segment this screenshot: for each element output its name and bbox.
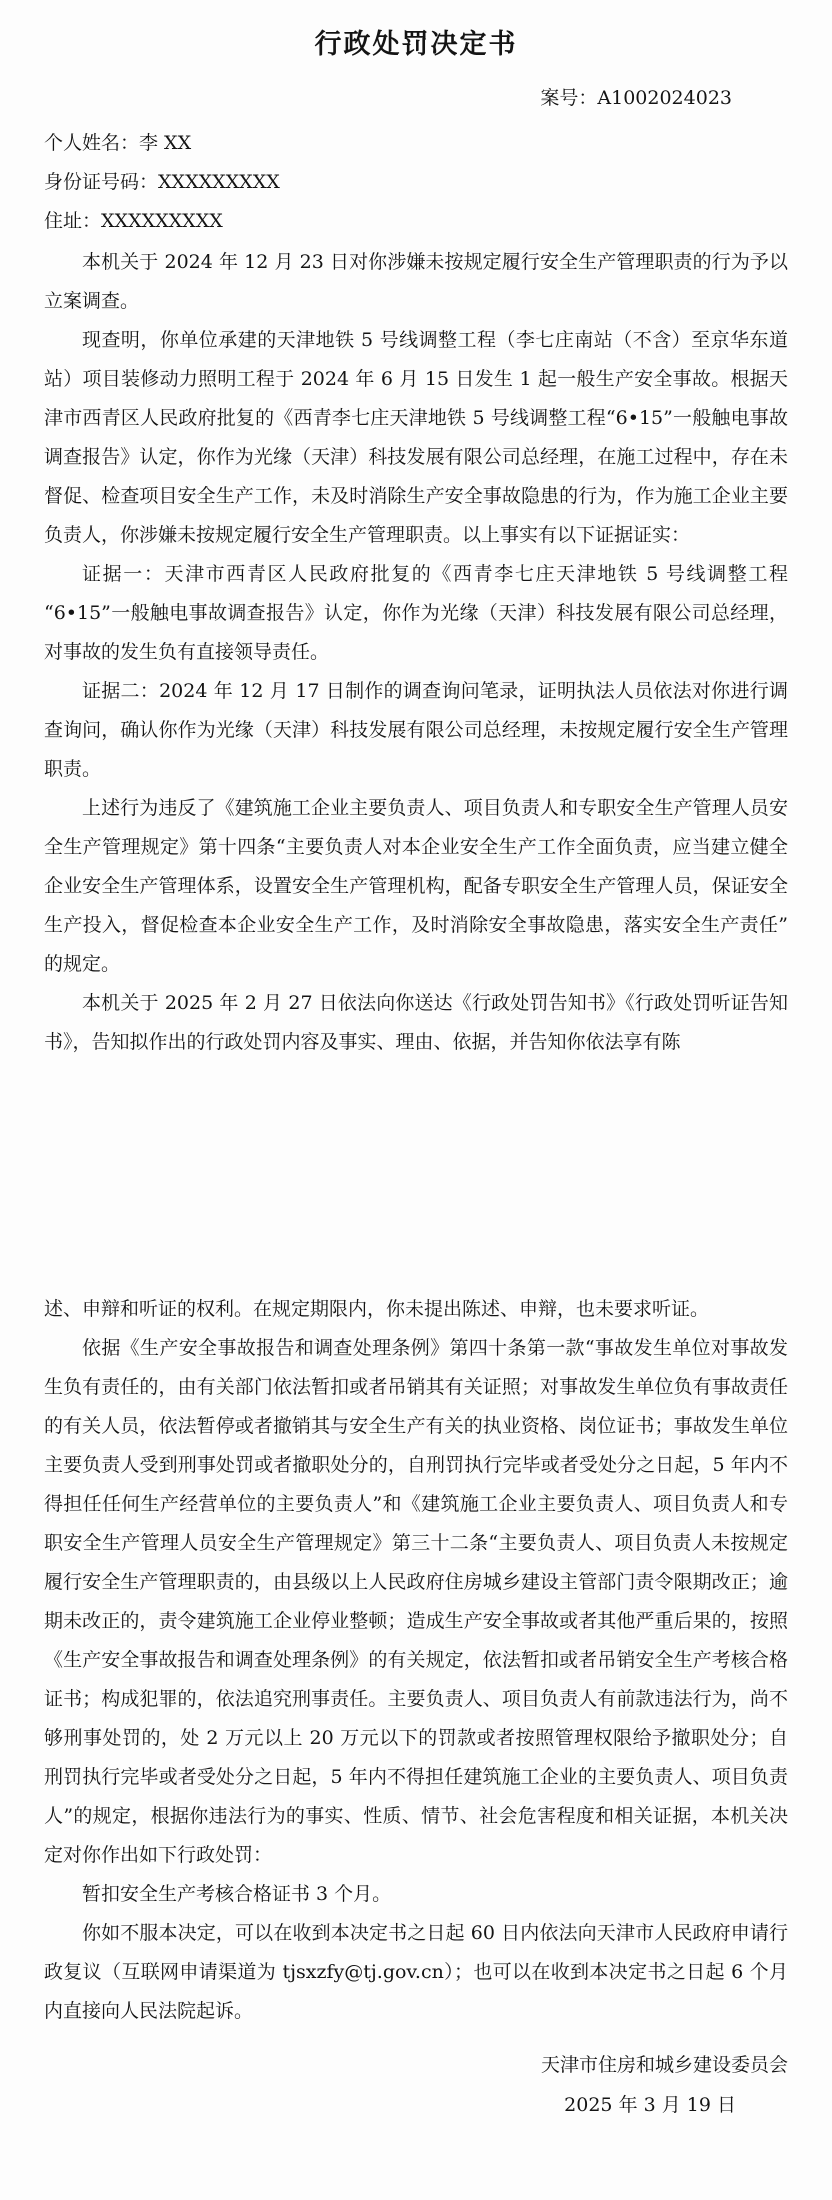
issuing-authority: 天津市住房和城乡建设委员会 <box>540 2054 788 2076</box>
recipient-name-label: 个人姓名： <box>44 132 140 154</box>
issue-date: 2025 年 3 月 19 日 <box>564 2094 736 2116</box>
recipient-id-label: 身份证号码： <box>44 171 159 193</box>
recipient-name-value: 李 XX <box>139 132 192 154</box>
recipient-info <box>44 124 788 241</box>
paragraph-violation: 上述行为违反了《建筑施工企业主要负责人、项目负责人和专职安全生产管理人员安全生产管理规定》第十四条“主要负责人对本企业安全生产工作全面负责，应当建立健全企业安全生产管理体系，设置安全生产管理机构，配备专职安全生产管理人员，保证安全生产投入，督促检查本企业安全生产工作，及时消除安全事故隐患，落实安全生产责任”的规定。 <box>44 797 788 975</box>
recipient-name-line <box>44 124 788 163</box>
recipient-id-value: XXXXXXXXX <box>158 171 280 193</box>
paragraph-case-filing: 本机关于 2024 年 12 月 23 日对你涉嫌未按规定履行安全生产管理职责的行为予以立案调查。 <box>44 251 788 312</box>
recipient-id-line <box>44 163 788 202</box>
paragraph-legal-basis: 依据《生产安全事故报告和调查处理条例》第四十条第一款“事故发生单位对事故发生负有责任的，由有关部门依法暂扣或者吊销其有关证照；对事故发生单位负有事故责任的有关人员，依法暂停或者撤销其与安全生产有关的执业资格、岗位证书；事故发生单位主要负责人受到刑事处罚或者撤职处分的，自刑罚执行完毕或者受处分之日起，5 年内不得担任任何生产经营单位的主要负责人”和《建筑施工企业主要负责人、项目负责人和专职安全生产管理人员安全生产管理规定》第三十二条“主要负责人、项目负责人未按规定履行安全生产管理职责的，由县级以上人民政府住房城乡建设主管部门责令限期改正；逾期未改正的，责令建筑施工企业停业整顿；造成生产安全事故或者其他严重后果的，按照《生产安全事故报告和调查处理条例》的有关规定，依法暂扣或者吊销安全生产考核合格证书；构成犯罪的，依法追究刑事责任。主要负责人、项目负责人有前款违法行为，尚不够刑事处罚的，处 2 万元以上 20 万元以下的罚款或者按照管理权限给予撤职处分；自刑罚执行完毕或者受处分之日起，5 年内不得担任建筑施工企业的主要负责人、项目负责人”的规定，根据你违法行为的事实、性质、情节、社会危害程度和相关证据，本机关决定对你作出如下行政处罚： <box>44 1337 788 1866</box>
paragraph-notification-part1: 本机关于 2025 年 2 月 27 日依法向你送达《行政处罚告知书》《行政处罚听证告知书》，告知拟作出的行政处罚内容及事实、理由、依据，并告知你依法享有陈 <box>44 992 788 1053</box>
case-number-label: 案号： <box>540 87 598 109</box>
recipient-address-value: XXXXXXXXX <box>101 210 223 232</box>
paragraph-facts: 现查明，你单位承建的天津地铁 5 号线调整工程（李七庄南站（不含）至京华东道站）项目装修动力照明工程于 2024 年 6 月 15 日发生 1 起一般生产安全事故。根据天津市西青区人民政府批复的《西青李七庄天津地铁 5 号线调整工程“6•15”一般触电事故调查报告》认定，你作为光缘（天津）科技发展有限公司总经理，在施工过程中，存在未督促、检查项目安全生产工作，未及时消除生产安全事故隐患的行为，作为施工企业主要负责人，你涉嫌未按规定履行安全生产管理职责。以上事实有以下证据证实： <box>44 329 788 546</box>
signature-block <box>44 2045 788 2125</box>
page-break-gap <box>44 1062 788 1290</box>
recipient-address-label: 住址： <box>44 210 102 232</box>
case-number-line <box>44 78 788 118</box>
paragraph-evidence-2: 证据二：2024 年 12 月 17 日制作的调查询问笔录，证明执法人员依法对你进行调查询问，确认你作为光缘（天津）科技发展有限公司总经理，未按规定履行安全生产管理职责。 <box>44 680 788 780</box>
paragraph-notification-part2: 述、申辩和听证的权利。在规定期限内，你未提出陈述、申辩，也未要求听证。 <box>44 1298 710 1320</box>
case-number-value: A1002024023 <box>597 87 732 109</box>
document-title: 行政处罚决定书 <box>314 29 518 60</box>
paragraph-evidence-1: 证据一：天津市西青区人民政府批复的《西青李七庄天津地铁 5 号线调整工程“6•15”一般触电事故调查报告》认定，你作为光缘（天津）科技发展有限公司总经理，对事故的发生负有直接领导责任。 <box>44 563 788 663</box>
paragraph-penalty-decision: 暂扣安全生产考核合格证书 3 个月。 <box>82 1883 392 1905</box>
paragraph-appeal-rights: 你如不服本决定，可以在收到本决定书之日起 60 日内依法向天津市人民政府申请行政复议（互联网申请渠道为 tjsxzfy@tj.gov.cn）；也可以在收到本决定书之日起 6 个月内直接向人民法院起诉。 <box>44 1922 788 2022</box>
recipient-address-line <box>44 202 788 241</box>
